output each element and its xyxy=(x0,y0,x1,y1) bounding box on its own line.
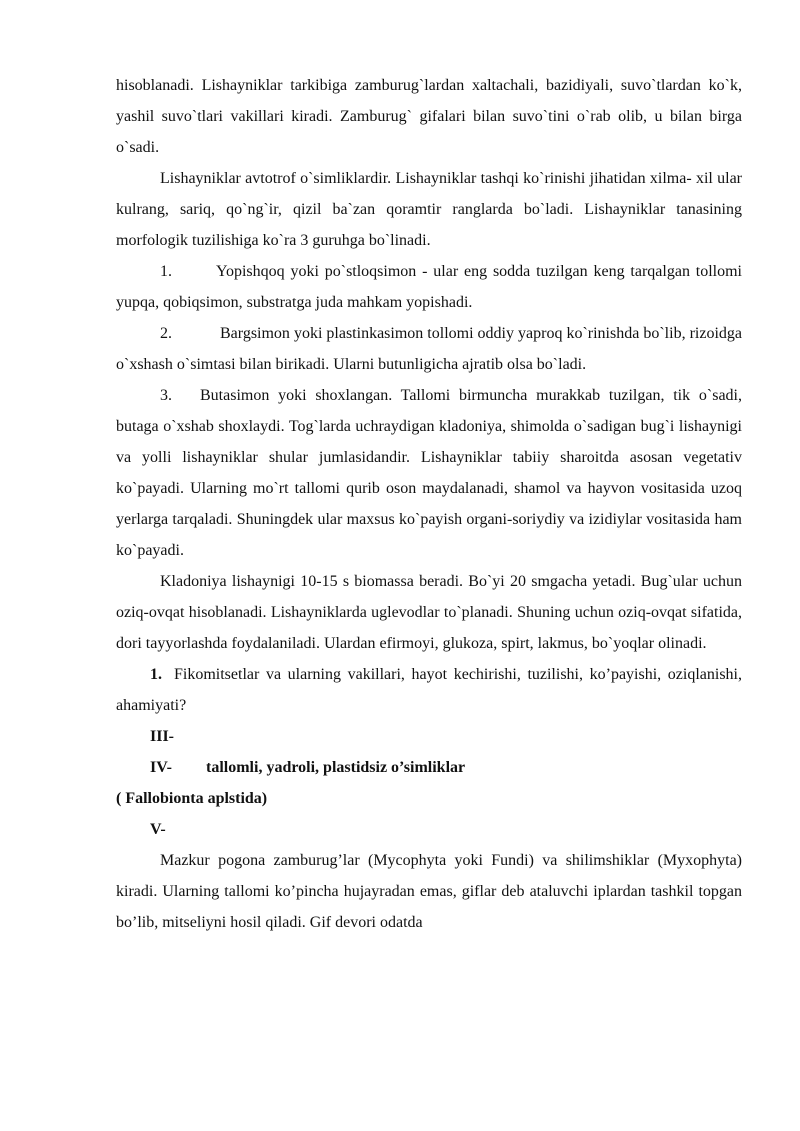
list-item-2 xyxy=(116,318,742,380)
list-item-1 xyxy=(116,256,742,318)
paragraph-autotroph: Lishayniklar avtotrof o`simliklardir. Lishayniklar tashqi ko`rinishi jihatidan xilma- xil ular kulrang, sariq, qo`ng`ir, qizil ba`zan qoramtir ranglarda bo`ladi. Lishayniklar tanasining morfologik tuzilishiga ko`ra 3 guruhga bo`linadi. xyxy=(116,170,742,249)
heading-iv xyxy=(116,752,742,783)
question-number: 1. xyxy=(150,666,162,683)
list-item-3 xyxy=(116,380,742,566)
paragraph-intro: hisoblanadi. Lishayniklar tarkibiga zamburug`lardan xaltachali, bazidiyali, suvo`tlardan ko`k, yashil suvo`tlari vakillari kiradi. Zamburug` gifalari bilan suvo`tini o`rab olib, u bilan birga o`sadi. xyxy=(116,77,742,156)
heading-iv-number: IV- xyxy=(150,759,172,776)
document-body xyxy=(116,70,742,938)
heading-iv-subtitle: ( Fallobionta aplstida) xyxy=(116,790,268,807)
heading-v: V- xyxy=(150,821,166,838)
list-number-2: 2. xyxy=(160,325,172,342)
question-1 xyxy=(116,659,742,721)
list-number-1: 1. xyxy=(160,263,172,280)
list-text-3: Butasimon yoki shoxlangan. Tallomi birmuncha murakkab tuzilgan, tik o`sadi, butaga o`xshab shoxlaydi. Tog`larda uchraydigan kladoniya, shimolda o`sadigan bug`i lishaynigi va yolli lishayniklar shular jumlasidandir. Lishayniklar tabiiy sharoitda asosan vegetativ ko`payadi. Ularning mo`rt tallomi qurib oson maydalanadi, shamol va hayvon vositasida uzoq yerlarga tarqaladi. Shuningdek ular maxsus ko`payish organi-soriydiy va izidiylar vositasida ham ko`payadi. xyxy=(116,387,742,559)
paragraph-mycophyta: Mazkur pogona zamburug’lar (Mycophyta yoki Fundi) va shilimshiklar (Myxophyta) kiradi. Ularning tallomi ko’pincha hujayradan emas, giflar deb ataluvchi iplardan tashkil topgan bo’lib, mitseliyni hosil qiladi. Gif devori odatda xyxy=(116,852,742,931)
paragraph-kladoniya: Kladoniya lishaynigi 10-15 s biomassa beradi. Bo`yi 20 smgacha yetadi. Bug`ular uchun oziq-ovqat hisoblanadi. Lishayniklarda uglevodlar to`planadi. Shuning uchun oziq-ovqat sifatida, dori tayyorlashda foydalaniladi. Ulardan efirmoyi, glukoza, spirt, lakmus, bo`yoqlar olinadi. xyxy=(116,573,742,652)
heading-iv-title: tallomli, yadroli, plastidsiz o’simliklar xyxy=(206,759,466,776)
list-text-1: Yopishqoq yoki po`stloqsimon - ular eng sodda tuzilgan keng tarqalgan tollomi yupqa, qobiqsimon, substratga juda mahkam yopishadi. xyxy=(116,263,742,311)
question-text: Fikomitsetlar va ularning vakillari, hayot kechirishi, tuzilishi, ko’payishi, oziqlanishi, ahamiyati? xyxy=(116,666,742,714)
heading-iii: III- xyxy=(150,728,175,745)
list-text-2: Bargsimon yoki plastinkasimon tollomi oddiy yaproq ko`rinishda bo`lib, rizoidga o`xshash o`simtasi bilan birikadi. Ularni butunligicha ajratib olsa bo`ladi. xyxy=(116,325,742,373)
list-number-3: 3. xyxy=(160,387,172,404)
